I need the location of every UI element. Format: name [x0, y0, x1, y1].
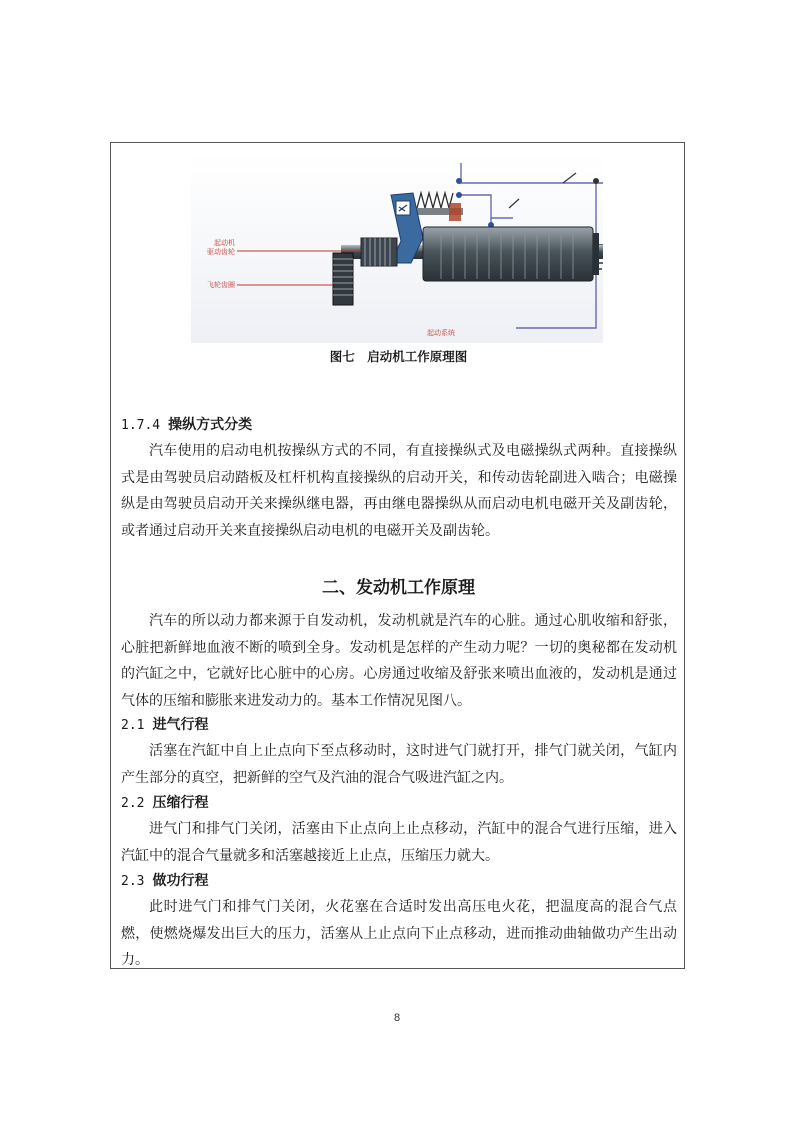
section-heading-1-7-4: [121, 414, 252, 437]
flywheel-label: 飞轮齿圈: [207, 281, 235, 289]
section-title: 操纵方式分类: [168, 417, 253, 433]
starter-motor-diagram: [191, 153, 603, 343]
section-number: 2.1: [121, 718, 145, 733]
content-frame: [110, 142, 685, 969]
figure-caption: 图七 启动机工作原理图: [329, 349, 468, 364]
paragraph-power-stroke: 此时进气门和排气门关闭，火花塞在合适时发出高压电火花，把温度高的混合气点燃，使燃烧爆发出巨大的压力，活塞从上止点向下止点移动，进而推动曲轴做功产生出动力。: [121, 899, 677, 968]
flywheel-ring: [333, 253, 353, 305]
section-title: 做功行程: [152, 873, 209, 889]
system-label: 起动系统: [427, 329, 455, 337]
section-number: 1.7.4: [121, 418, 161, 433]
section-number: 2.3: [121, 874, 145, 889]
section-heading-2-3: [121, 870, 208, 893]
solenoid-contact: [449, 203, 461, 221]
page-number: 8: [393, 1012, 401, 1024]
pinion-label: 起动机驱动齿轮: [207, 239, 235, 256]
section-number: 2.2: [121, 796, 145, 811]
pinion-gear: [361, 238, 397, 266]
paragraph-intake-stroke: 活塞在汽缸中自上止点向下至点移动时，这时进气门就打开，排气门就关闭，气缸内产生部分的真空，把新鲜的空气及汽油的混合气吸进汽缸之内。: [121, 743, 677, 786]
paragraph-engine-intro: 汽车的所以动力都来源于自发动机，发动机就是汽车的心脏。通过心肌收缩和舒张，心脏把新鲜地血液不断的喷到全身。发动机是怎样的产生动力呢？一切的奥秘都在发动机的汽缸之中，它就好比心脏中的心房。心房通过收缩及舒张来喷出血液的，发动机是通过气体的压缩和膨胀来进发动力的。基本工作情况见图八。: [121, 613, 677, 709]
paragraph-control-types: 汽车使用的启动电机按操纵方式的不同，有直接操纵式及电磁操纵式两种。直接操纵式是由驾驶员启动踏板及杠杆机构直接操纵的启动开关，和传动齿轮副进入啮合；电磁操纵是由驾驶员启动开关来操纵继电器，再由继电器操纵从而启动电机电磁开关及副齿轮，或者通过启动开关来直接操纵启动电机的电磁开关及副齿轮。: [121, 443, 677, 539]
paragraph-compression-stroke: 进气门和排气门关闭，活塞由下止点向上止点移动，汽缸中的混合气进行压缩，进入汽缸中的混合气量就多和活塞越接近上止点，压缩压力就大。: [121, 821, 677, 864]
chapter-title: 二、发动机工作原理: [322, 578, 475, 598]
section-heading-2-1: [121, 714, 208, 737]
motor-housing: [423, 227, 593, 281]
section-title: 压缩行程: [152, 795, 209, 811]
section-title: 进气行程: [152, 717, 209, 733]
section-heading-2-2: [121, 792, 208, 815]
